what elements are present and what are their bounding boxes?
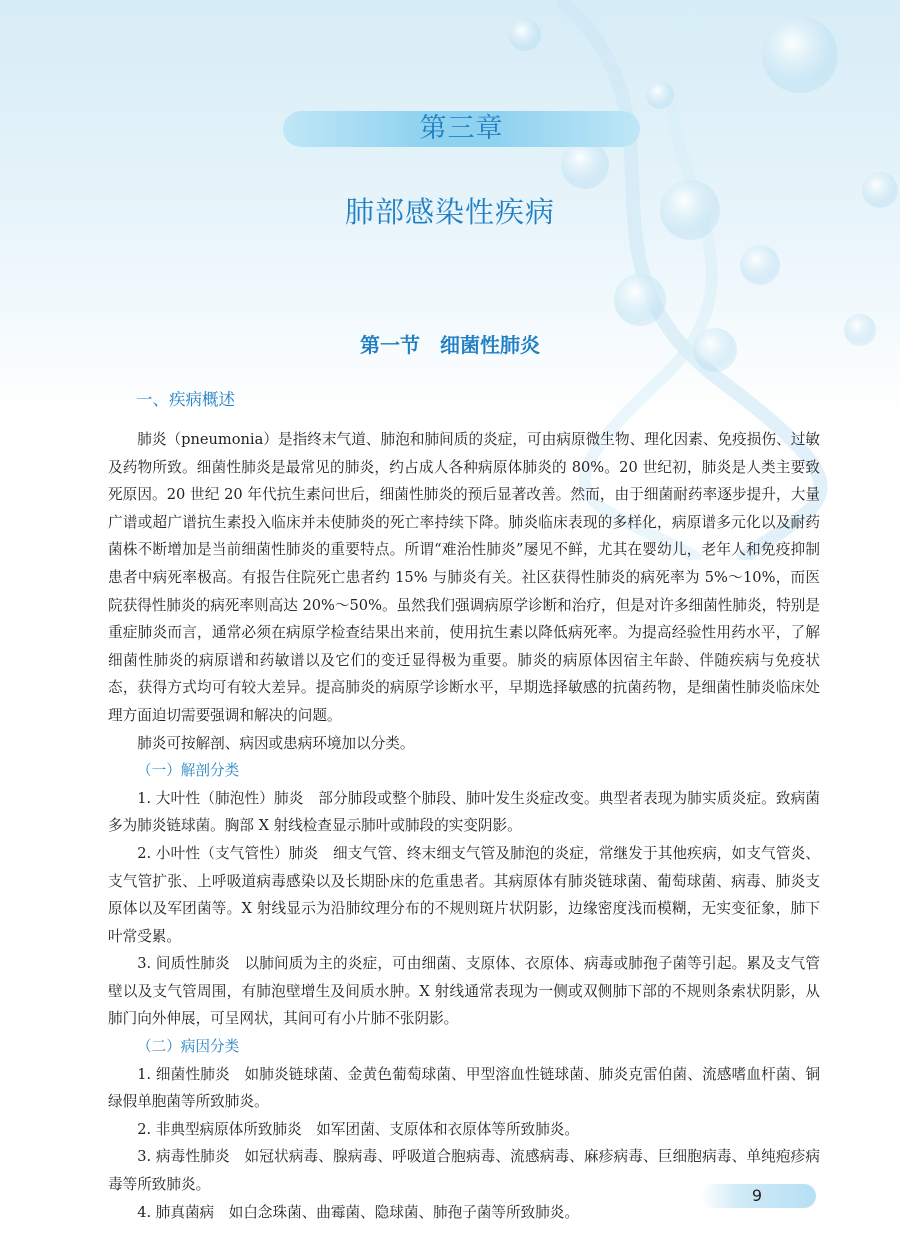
- paragraph-anatomic-2: 2. 小叶性（支气管性）肺炎 细支气管、终末细支气管及肺泡的炎症，常继发于其他疾病，如支气管炎、支气管扩张、上呼吸道病毒感染以及长期卧床的危重患者。其病原体有肺炎链球菌、葡萄球菌、病毒、肺炎支原体以及军团菌等。X 射线显示为沿肺纹理分布的不规则斑片状阴影，边缘密度浅而模糊，无实变征象，肺下叶常受累。: [108, 844, 820, 945]
- body-text: [108, 386, 820, 1226]
- chapter-title: 肺部感染性疾病: [344, 195, 555, 229]
- heading-anatomic: （一）解剖分类: [137, 762, 240, 780]
- section-title: 第一节 细菌性肺炎: [360, 333, 540, 357]
- paragraph-etiologic-3: 3. 病毒性肺炎 如冠状病毒、腺病毒、呼吸道合胞病毒、流感病毒、麻疹病毒、巨细胞病毒、单纯疱疹病毒等所致肺炎。: [108, 1148, 820, 1194]
- paragraph-anatomic-1: 1. 大叶性（肺泡性）肺炎 部分肺段或整个肺段、肺叶发生炎症改变。典型者表现为肺实质炎症。致病菌多为肺炎链球菌。胸部 X 射线检查显示肺叶或肺段的实变阴影。: [108, 789, 820, 835]
- chapter-label: 第三章: [419, 113, 504, 144]
- heading-etiologic: （二）病因分类: [137, 1038, 240, 1056]
- paragraph-etiologic-1: 1. 细菌性肺炎 如肺炎链球菌、金黄色葡萄球菌、甲型溶血性链球菌、肺炎克雷伯菌、流感嗜血杆菌、铜绿假单胞菌等所致肺炎。: [108, 1065, 820, 1111]
- page-number: 9: [751, 1186, 763, 1205]
- paragraph-etiologic-4: 4. 肺真菌病 如白念珠菌、曲霉菌、隐球菌、肺孢子菌等所致肺炎。: [137, 1203, 579, 1221]
- paragraph-etiologic-2: 2. 非典型病原体所致肺炎 如军团菌、支原体和衣原体等所致肺炎。: [137, 1120, 579, 1138]
- paragraph-classify: 肺炎可按解剖、病因或患病环境加以分类。: [137, 734, 415, 752]
- paragraph-anatomic-3: 3. 间质性肺炎 以肺间质为主的炎症，可由细菌、支原体、衣原体、病毒或肺孢子菌等引起。累及支气管壁以及支气管周围，有肺泡壁增生及间质水肿。X 射线通常表现为一侧或双侧肺下部的不规则条索状阴影，从肺门向外伸展，可呈网状，其间可有小片肺不张阴影。: [108, 955, 820, 1028]
- paragraph-intro: 肺炎（pneumonia）是指终末气道、肺泡和肺间质的炎症，可由病原微生物、理化因素、免疫损伤、过敏及药物所致。细菌性肺炎是最常见的肺炎，约占成人各种病原体肺炎的 80%。20 世纪初，肺炎是人类主要致死原因。20 世纪 20 年代抗生素问世后，细菌性肺炎的预后显著改善。然而，由于细菌耐药率逐步提升，大量广谱或超广谱抗生素投入临床并未使肺炎的死亡率持续下降。肺炎临床表现的多样化，病原谱多元化以及耐药菌株不断增加是当前细菌性肺炎的重要特点。所谓“难治性肺炎”屡见不鲜，尤其在婴幼儿，老年人和免疫抑制患者中病死率极高。有报告住院死亡患者约 15% 与肺炎有关。社区获得性肺炎的病死率为 5%～10%，而医院获得性肺炎的病死率则高达 20%～50%。虽然我们强调病原学诊断和治疗，但是对许多细菌性肺炎，特别是重症肺炎而言，通常必须在病原学检查结果出来前，使用抗生素以降低病死率。为提高经验性用药水平，了解细菌性肺炎的病原谱和药敏谱以及它们的变迁显得极为重要。肺炎的病原体因宿主年龄、伴随疾病与免疫状态，获得方式均可有较大差异。提高肺炎的病原学诊断水平，早期选择敏感的抗菌药物，是细菌性肺炎临床处理方面迫切需要强调和解决的问题。: [108, 431, 820, 724]
- heading-overview: 一、疾病概述: [136, 390, 235, 409]
